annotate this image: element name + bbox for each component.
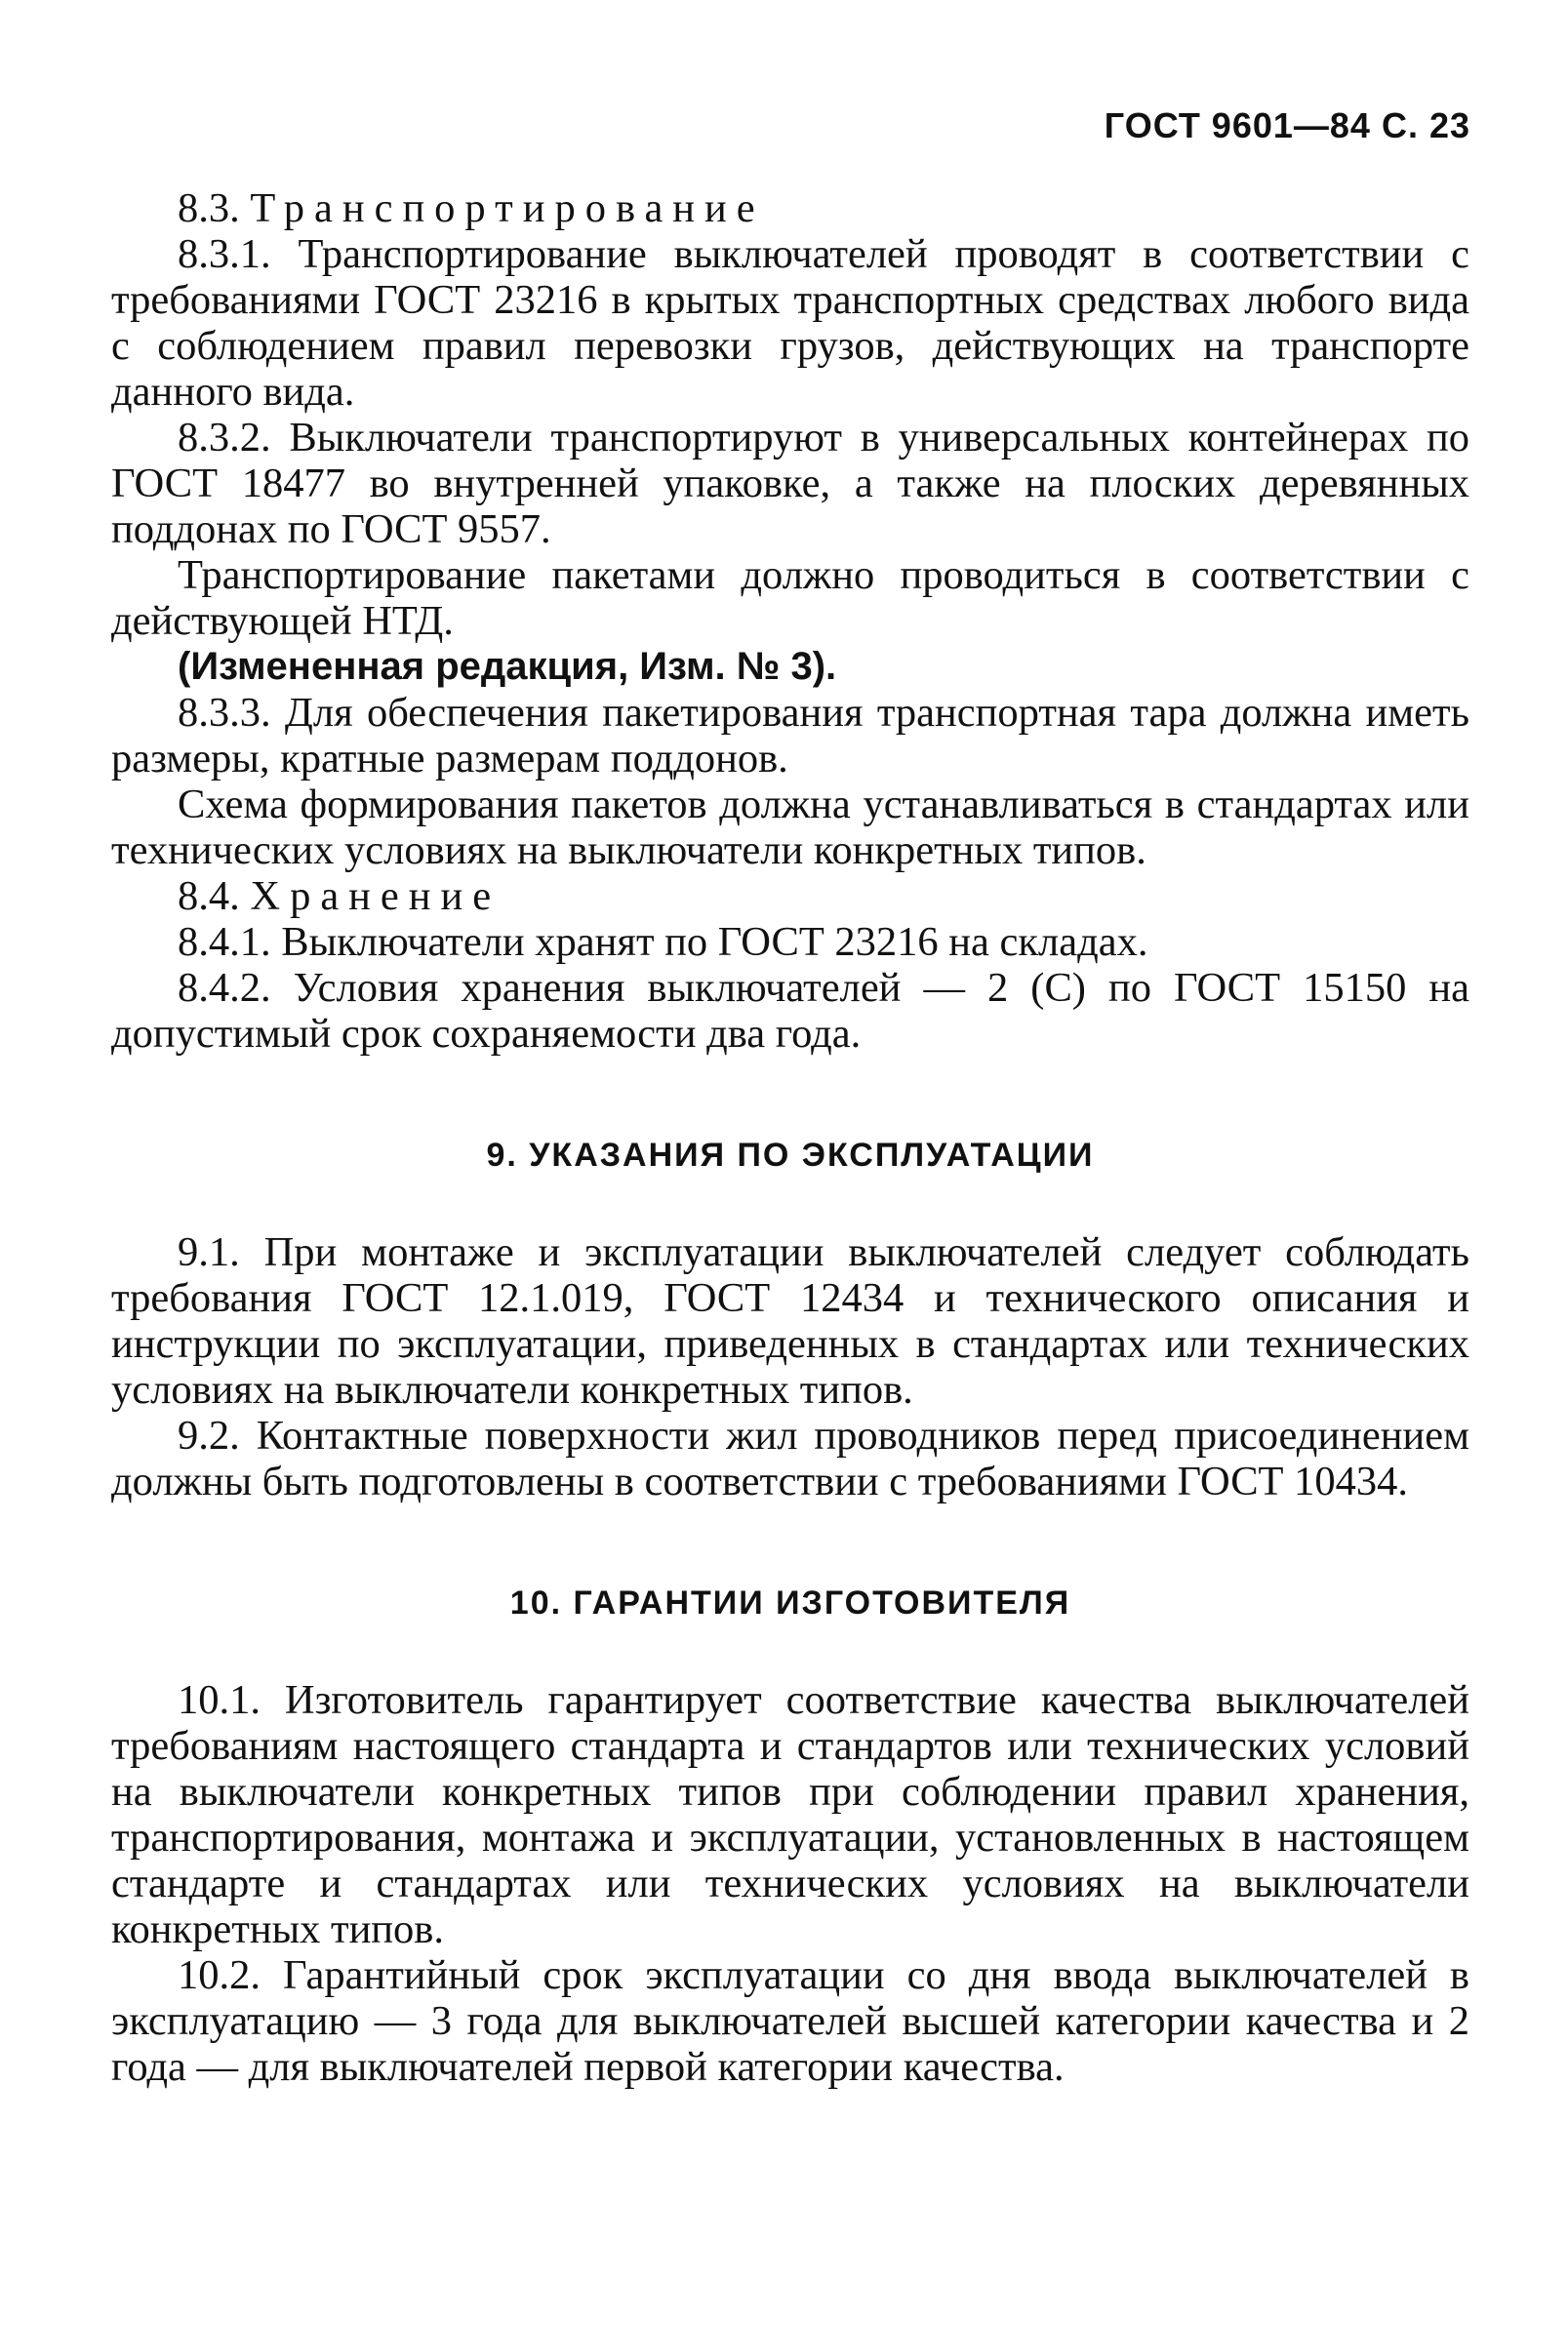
subsection-number: 8.4. — [178, 873, 240, 919]
subsection-number: 8.3. — [178, 185, 240, 231]
paragraph-8-3-2-continued: Транспортирование пакетами должно проводиться в соответствии с действующей НТД. — [111, 552, 1469, 644]
change-note: (Измененная редакция, Изм. № 3). — [178, 645, 837, 688]
paragraph-9-2: 9.2. Контактные поверхности жил проводников перед присоединением должны быть подготовлены в соответствии с требованиями ГОСТ 10434. — [111, 1413, 1469, 1504]
section-9-title: 9. УКАЗАНИЯ ПО ЭКСПЛУАТАЦИИ — [486, 1137, 1095, 1174]
subsection-heading-8-4 — [111, 873, 1469, 919]
paragraph-9-1: 9.1. При монтаже и эксплуатации выключателей следует соблюдать требования ГОСТ 12.1.019, ГОСТ 12434 и технического описания и инструкции по эксплуатации, приведенных в стандартах или технических условиях на выключатели конкретных типов. — [111, 1229, 1469, 1413]
paragraph-10-1: 10.1. Изготовитель гарантирует соответствие качества выключателей требованиям настоящего стандарта и стандартов или технических условий на выключатели конкретных типов при соблюдении правил хранения, транспортирования, монтажа и эксплуатации, установленных в настоящем стандарте и стандартах или технических условиях на выключатели конкретных типов. — [111, 1677, 1469, 1952]
paragraph-10-2: 10.2. Гарантийный срок эксплуатации со дня ввода выключателей в эксплуатацию — 3 года для выключателей высшей категории качества и 2 года — для выключателей первой категории качества. — [111, 1952, 1469, 2090]
paragraph-8-3-1: 8.3.1. Транспортирование выключателей проводят в соответствии с требованиями ГОСТ 23216 в крытых транспортных средствах любого вида с соблюдением правил перевозки грузов, действующих на транспорте данного вида. — [111, 231, 1469, 415]
subsection-title: Хранение — [250, 873, 502, 919]
page-header: ГОСТ 9601—84 С. 23 — [1104, 105, 1470, 145]
paragraph-8-3-3-continued: Схема формирования пакетов должна устанавливаться в стандартах или технических условиях на выключатели конкретных типов. — [111, 782, 1469, 873]
subsection-heading-8-3 — [111, 185, 1469, 231]
paragraph-8-4-2: 8.4.2. Условия хранения выключателей — 2 (С) по ГОСТ 15150 на допустимый срок сохраняемости два года. — [111, 965, 1469, 1057]
subsection-title: Транспортирование — [250, 185, 765, 231]
page-content — [111, 185, 1469, 2090]
section-10-title: 10. ГАРАНТИИ ИЗГОТОВИТЕЛЯ — [509, 1584, 1071, 1622]
paragraph-8-4-1: 8.4.1. Выключатели хранят по ГОСТ 23216 на складах. — [178, 919, 1148, 965]
paragraph-8-3-3: 8.3.3. Для обеспечения пакетирования транспортная тара должна иметь размеры, кратные размерам поддонов. — [111, 690, 1469, 782]
paragraph-8-3-2: 8.3.2. Выключатели транспортируют в универсальных контейнерах по ГОСТ 18477 во внутренней упаковке, а также на плоских деревянных поддонах по ГОСТ 9557. — [111, 415, 1469, 552]
